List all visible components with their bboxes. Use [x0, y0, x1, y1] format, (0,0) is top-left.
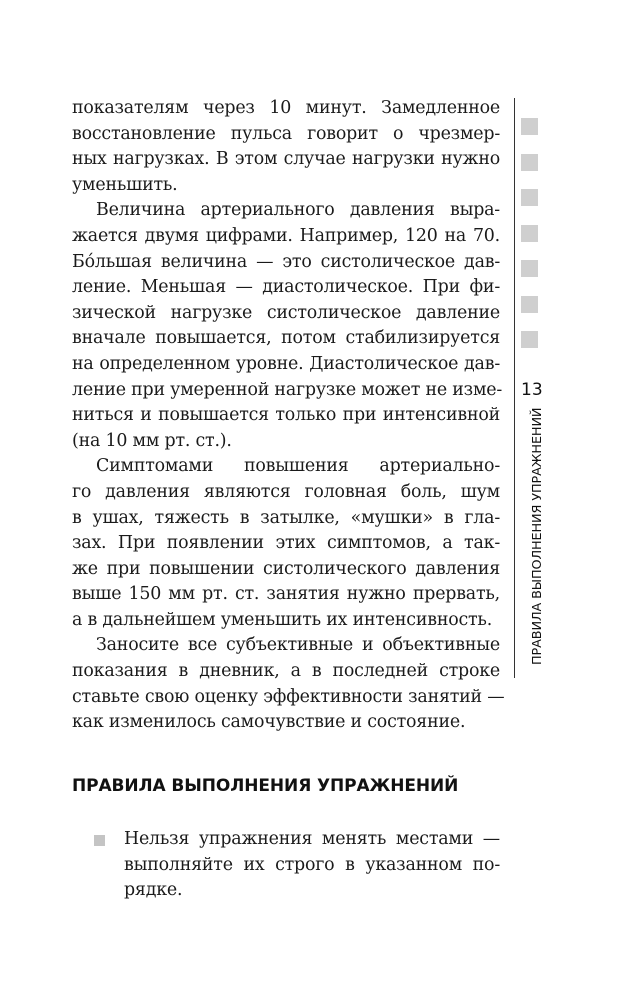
text-line: зической нагрузке систолическое давление	[72, 302, 500, 323]
sidebar-square-icon	[521, 189, 538, 206]
main-text	[72, 96, 505, 736]
text-line: в ушах, тяжесть в затылке, «мушки» в гла-	[72, 507, 500, 528]
text-line: ление при умеренной нагрузке может не изме-	[72, 379, 503, 400]
text-line: вначале повышается, потом стабилизируется	[72, 328, 500, 349]
text-line: выше 150 мм рт. ст. занятия нужно прервать,	[72, 584, 500, 605]
text-line: Нельзя упражнения менять местами —	[124, 829, 500, 849]
text-line: жается двумя цифрами. Например, 120 на 70.	[72, 225, 500, 246]
sidebar-square-icon	[521, 225, 538, 242]
text-line: зах. При появлении этих симптомов, а так-	[72, 533, 500, 554]
text-line: восстановление пульса говорит о чрезмер-	[72, 123, 500, 144]
text-line: а в дальнейшем уменьшить их интенсивность.	[72, 609, 493, 630]
text-line: на определенном уровне. Диастолическое дав-	[72, 353, 500, 374]
text-line: уменьшить.	[72, 174, 178, 195]
page-number: 13	[521, 380, 543, 400]
text-line: же при повышении систолического давления	[72, 558, 500, 579]
text-line: Бóльшая величина — это систолическое дав-	[72, 251, 500, 272]
text-line: ление. Меньшая — диастолическое. При фи-	[72, 277, 500, 298]
sidebar-divider	[514, 98, 515, 678]
text-line: как изменилось самочувствие и состояние.	[72, 712, 466, 733]
text-line: го давления являются головная боль, шум	[72, 481, 500, 502]
sidebar-square-icon	[521, 296, 538, 313]
paragraph-3	[72, 454, 500, 633]
paragraph-1	[72, 96, 500, 198]
text-line: ставьте свою оценку эффективности занятий —	[72, 686, 505, 707]
sidebar-square-icon	[521, 331, 538, 348]
text-line: выполняйте их строго в указанном по-	[124, 854, 500, 875]
text-line: показателям через 10 минут. Замедленное	[72, 98, 500, 118]
text-line: ниться и повышается только при интенсивной	[72, 405, 500, 426]
text-line: рядке.	[124, 880, 183, 901]
text-line: ных нагрузках. В этом случае нагрузки нужно	[72, 149, 500, 170]
paragraph-4	[72, 633, 505, 735]
running-head: ПРАВИЛА ВЫПОЛНЕНИЯ УПРАЖНЕНИЙ	[530, 407, 545, 665]
square-bullet-icon	[94, 835, 105, 846]
section-heading: ПРАВИЛА ВЫПОЛНЕНИЯ УПРАЖНЕНИЙ	[72, 776, 459, 796]
text-line: Величина артериального давления выра-	[96, 200, 500, 221]
sidebar-square-icon	[521, 154, 538, 171]
bullet-list	[72, 827, 500, 904]
text-line: показания в дневник, а в последней строке	[72, 661, 500, 682]
text-line: Заносите все субъективные и объективные	[96, 635, 500, 656]
sidebar-square-icon	[521, 260, 538, 277]
sidebar-square-icon	[521, 118, 538, 135]
text-line: (на 10 мм рт. ст.).	[72, 430, 232, 451]
sidebar-square-markers	[521, 118, 539, 367]
list-item	[72, 827, 500, 904]
text-line: Симптомами повышения артериально-	[96, 456, 500, 477]
paragraph-2	[72, 198, 503, 454]
